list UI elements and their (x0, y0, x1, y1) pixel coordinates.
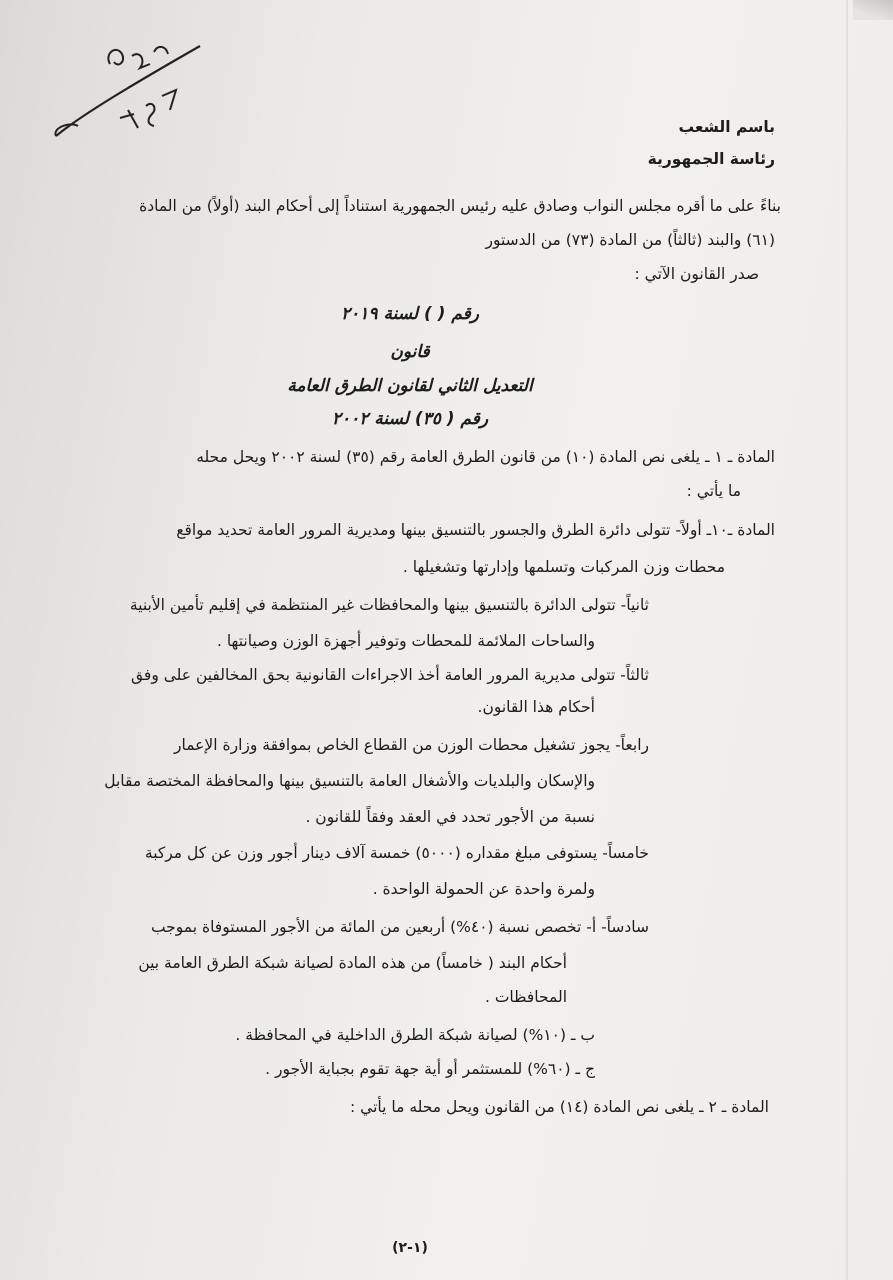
article-1-clause-6-line-1: سادساً- أ- تخصص نسبة (٤٠%) أربعين من المائة من الأجور المستوفاة بموجب (150, 918, 649, 936)
article-1-clause-2-line-2: والساحات الملائمة للمحطات وتوفير أجهزة الوزن وصيانتها . (216, 632, 595, 650)
article-1-clause-3-line-1: ثالثاً- تتولى مديرية المرور العامة أخذ الاجراءات القانونية بحق المخالفين على وفق (130, 666, 649, 684)
preamble-line-3: صدر القانون الآتي : (634, 265, 759, 283)
article-1-clause-5-line-2: ولمرة واحدة عن الحمولة الواحدة . (372, 880, 595, 898)
article-1-clause-4-line-2: والإسكان والبلديات والأشغال العامة بالتنسيق بينها والمحافظة المختصة مقابل (104, 772, 595, 790)
article-1-clause-3-line-2: أحكام هذا القانون. (477, 698, 595, 716)
law-word: قانون (390, 342, 430, 362)
article-1-line-2: ما يأتي : (686, 482, 741, 500)
header-in-the-name: باسم الشعب (678, 118, 775, 136)
page-number: (١-٢) (392, 1240, 428, 1256)
article-1-clause-6-line-3: المحافظات . (484, 988, 567, 1006)
article-1-clause-5-line-1: خامساً- يستوفى مبلغ مقداره (٥٠٠٠) خمسة آلاف دينار أجور وزن عن كل مركبة (144, 844, 649, 862)
preamble-line-2: (٦١) والبند (ثالثاً) من المادة (٧٣) من الدستور (485, 231, 775, 249)
preamble-line-1: بناءً على ما أقره مجلس النواب وصادق عليه رئيس الجمهورية استناداً إلى أحكام البند (أولاً) من المادة (139, 197, 781, 215)
article-1-clause-4-line-1: رابعاً- يجوز تشغيل محطات الوزن من القطاع الخاص بموافقة وزارة الإعمار (173, 736, 649, 754)
article-1-clause-1-line-2: محطات وزن المركبات وتسلمها وإدارتها وتشغيلها . (402, 558, 725, 576)
article-1-line-1: المادة ـ ١ ـ يلغى نص المادة (١٠) من قانون الطرق العامة رقم (٣٥) لسنة ٢٠٠٢ ويحل محله (196, 448, 775, 466)
original-law-number: رقم ( ٣٥) لسنة ٢٠٠٢ (331, 409, 489, 429)
header-presidency: رئاسة الجمهورية (647, 150, 775, 168)
article-2-line-1: المادة ـ ٢ ـ يلغى نص المادة (١٤) من القانون ويحل محله ما يأتي : (350, 1098, 769, 1116)
article-1-clause-6-line-2: أحكام البند ( خامساً) من هذه المادة لصيانة شبكة الطرق العامة بين (138, 954, 567, 972)
article-1-clause-2-line-1: ثانياً- تتولى الدائرة بالتنسيق بينها والمحافظات غير المنتظمة في إقليم تأمين الأبنية (129, 596, 649, 614)
article-1-clause-6-b: ب ـ (١٠%) لصيانة شبكة الطرق الداخلية في المحافظة . (235, 1026, 595, 1044)
page-crease (846, 0, 848, 1280)
law-title: التعديل الثاني لقانون الطرق العامة (287, 376, 533, 396)
article-1-clause-1-line-1: المادة ـ١٠ـ أولاً- تتولى دائرة الطرق والجسور بالتنسيق بينها ومديرية المرور العامة تحديد مواقع (176, 521, 775, 539)
article-1-clause-6-c: ج ـ (٦٠%) للمستثمر أو أية جهة تقوم بجباية الأجور . (265, 1060, 595, 1078)
handwritten-signature (50, 36, 220, 146)
article-1-clause-4-line-3: نسبة من الأجور تحدد في العقد وفقاً للقانون . (305, 808, 595, 826)
law-number-line: رقم ( ) لسنة ٢٠١٩ (341, 304, 479, 324)
page-corner (853, 0, 893, 20)
